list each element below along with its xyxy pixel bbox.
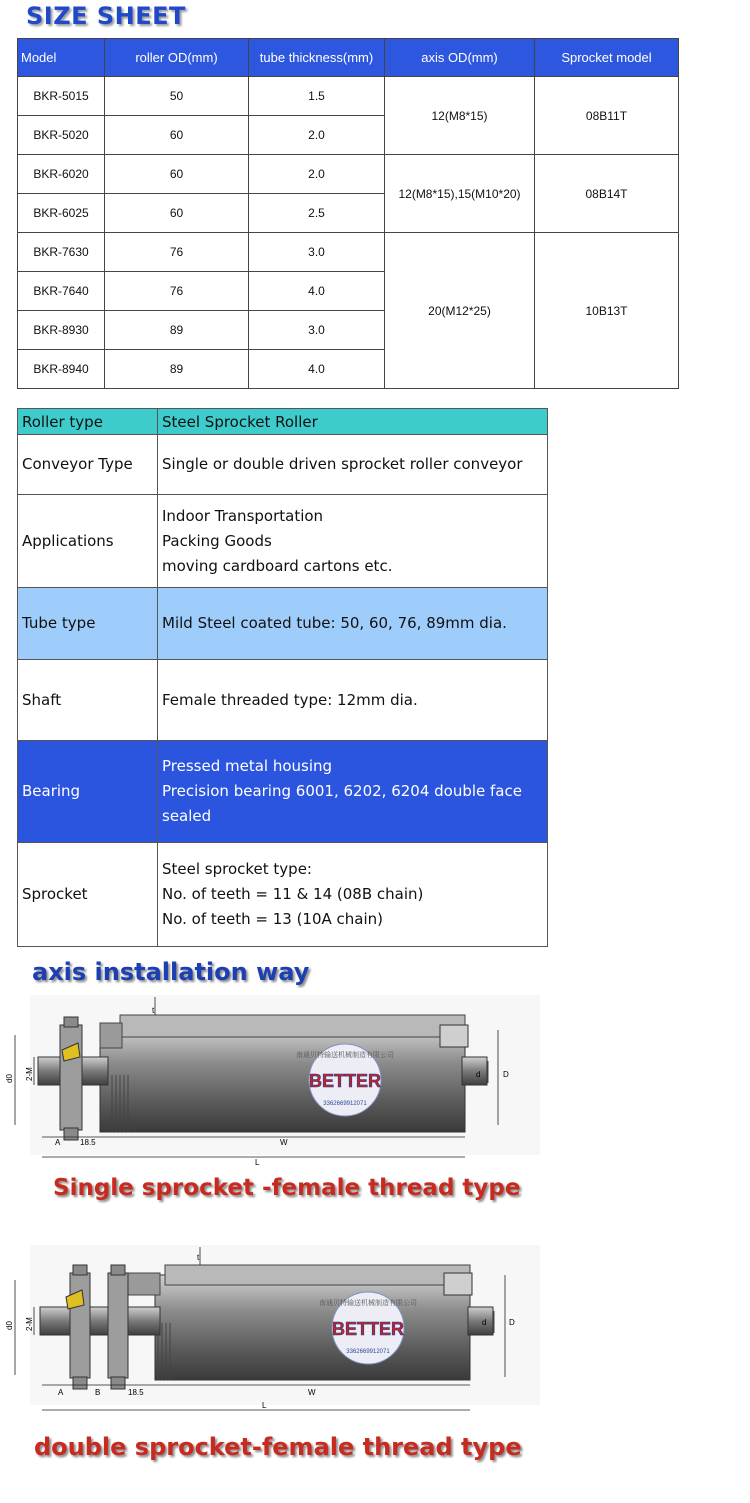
thickness-cell: 4.0: [249, 350, 385, 389]
od-cell: 60: [105, 116, 249, 155]
spec-table: [17, 408, 548, 947]
spec-row-bearing: [18, 741, 548, 843]
double-sprocket-diagram: [0, 1245, 540, 1420]
table-row: [18, 233, 679, 272]
od-cell: 76: [105, 272, 249, 311]
dim-d0: d0: [5, 1321, 14, 1330]
dim-t: t: [152, 1006, 155, 1015]
dim-W: W: [308, 1388, 316, 1397]
spec-row-applications: [18, 495, 548, 588]
svg-text:南通贝特输送机械制造有限公司: 南通贝特输送机械制造有限公司: [296, 1052, 394, 1059]
spec-label: Tube type: [18, 588, 158, 660]
od-cell: 50: [105, 77, 249, 116]
spec-label: Applications: [18, 495, 158, 588]
spec-row-conveyor-type: [18, 435, 548, 495]
spec-row-roller-type: [18, 409, 548, 435]
model-cell: BKR-5015: [18, 77, 105, 116]
spec-label: Bearing: [18, 741, 158, 843]
svg-text:南通贝特输送机械制造有限公司: 南通贝特输送机械制造有限公司: [319, 1300, 417, 1307]
double-sprocket-caption: double sprocket-female thread type: [34, 1433, 522, 1461]
dim-d: d: [476, 1070, 481, 1079]
roller-tube: [155, 1275, 470, 1380]
dim-2m: 2-M: [25, 1317, 34, 1331]
od-cell: 76: [105, 233, 249, 272]
logo-text: BETTER: [309, 1071, 381, 1091]
model-cell: BKR-6020: [18, 155, 105, 194]
od-cell: 60: [105, 155, 249, 194]
header-roller-od: roller OD(mm): [105, 39, 249, 77]
dim-A: A: [58, 1388, 64, 1397]
page-title: SIZE SHEET: [26, 2, 186, 30]
od-cell: 60: [105, 194, 249, 233]
thickness-cell: 2.5: [249, 194, 385, 233]
dim-t: t: [197, 1253, 200, 1262]
dim-2m: 2-M: [25, 1067, 34, 1081]
model-cell: BKR-8940: [18, 350, 105, 389]
thickness-cell: 3.0: [249, 311, 385, 350]
spec-line: Packing Goods: [162, 531, 272, 550]
spec-line: Indoor Transportation: [162, 506, 324, 525]
spec-value: [158, 843, 548, 947]
spec-value: Steel Sprocket Roller: [158, 409, 548, 435]
spec-line: No. of teeth = 13 (10A chain): [162, 910, 384, 928]
spec-label: Sprocket: [18, 843, 158, 947]
spec-line: Pressed metal housing: [162, 757, 333, 775]
shaft: [40, 1307, 160, 1335]
thickness-cell: 1.5: [249, 77, 385, 116]
spec-line: Precision bearing 6001, 6202, 6204 double face sealed: [162, 782, 522, 825]
table-row: [18, 155, 679, 194]
thickness-cell: 2.0: [249, 116, 385, 155]
dim-L: L: [255, 1158, 260, 1167]
axis-installation-heading: axis installation way: [32, 958, 310, 986]
header-axis-od: axis OD(mm): [385, 39, 535, 77]
dim-D: D: [503, 1070, 509, 1079]
spec-line: Steel sprocket type:: [162, 860, 312, 878]
spec-value: Female threaded type: 12mm dia.: [158, 660, 548, 741]
logo-subtext: 3362669912071: [346, 1349, 390, 1355]
axis-cell: 12(M8*15): [385, 77, 535, 155]
header-sprocket-model: Sprocket model: [535, 39, 679, 77]
logo-subtext: 3362669912071: [323, 1101, 367, 1107]
table-row: [18, 77, 679, 116]
spec-value: [158, 495, 548, 588]
model-cell: BKR-6025: [18, 194, 105, 233]
spec-label: Conveyor Type: [18, 435, 158, 495]
spec-row-tube-type: [18, 588, 548, 660]
dim-D: D: [509, 1318, 515, 1327]
sprocket-icon: [60, 1017, 82, 1140]
single-sprocket-diagram: [0, 995, 540, 1175]
model-cell: BKR-5020: [18, 116, 105, 155]
sprocket-icon: [66, 1265, 90, 1389]
axis-cell: 12(M8*15),15(M10*20): [385, 155, 535, 233]
header-model: Model: [18, 39, 105, 77]
dim-L: L: [262, 1401, 267, 1410]
dim-A: A: [55, 1138, 61, 1147]
dim-d: d: [482, 1318, 487, 1327]
spec-row-sprocket: [18, 843, 548, 947]
spec-value: [158, 741, 548, 843]
sprocket-cell: 08B11T: [535, 77, 679, 155]
model-cell: BKR-8930: [18, 311, 105, 350]
axis-cell: 20(M12*25): [385, 233, 535, 389]
dim-gap: 18.5: [128, 1388, 144, 1397]
sprocket-cell: 08B14T: [535, 155, 679, 233]
model-cell: BKR-7640: [18, 272, 105, 311]
spec-row-shaft: [18, 660, 548, 741]
single-sprocket-caption: Single sprocket -female thread type: [53, 1175, 521, 1201]
size-table: [17, 38, 679, 389]
spec-value: Mild Steel coated tube: 50, 60, 76, 89mm dia.: [158, 588, 548, 660]
dim-W: W: [280, 1138, 288, 1147]
sprocket-icon: [108, 1265, 128, 1389]
thickness-cell: 3.0: [249, 233, 385, 272]
size-table-header: [18, 39, 679, 77]
od-cell: 89: [105, 311, 249, 350]
model-cell: BKR-7630: [18, 233, 105, 272]
dim-d0: d0: [5, 1074, 14, 1083]
thickness-cell: 2.0: [249, 155, 385, 194]
header-tube-thickness: tube thickness(mm): [249, 39, 385, 77]
sprocket-cell: 10B13T: [535, 233, 679, 389]
spec-label: Shaft: [18, 660, 158, 741]
dim-B: B: [95, 1388, 101, 1397]
od-cell: 89: [105, 350, 249, 389]
logo-text: BETTER: [332, 1319, 404, 1339]
spec-line: moving cardboard cartons etc.: [162, 556, 393, 575]
spec-value: Single or double driven sprocket roller conveyor: [158, 435, 548, 495]
thickness-cell: 4.0: [249, 272, 385, 311]
spec-label: Roller type: [18, 409, 158, 435]
dim-gap: 18.5: [80, 1138, 96, 1147]
roller-tube: [100, 1027, 465, 1132]
spec-line: No. of teeth = 11 & 14 (08B chain): [162, 885, 424, 903]
